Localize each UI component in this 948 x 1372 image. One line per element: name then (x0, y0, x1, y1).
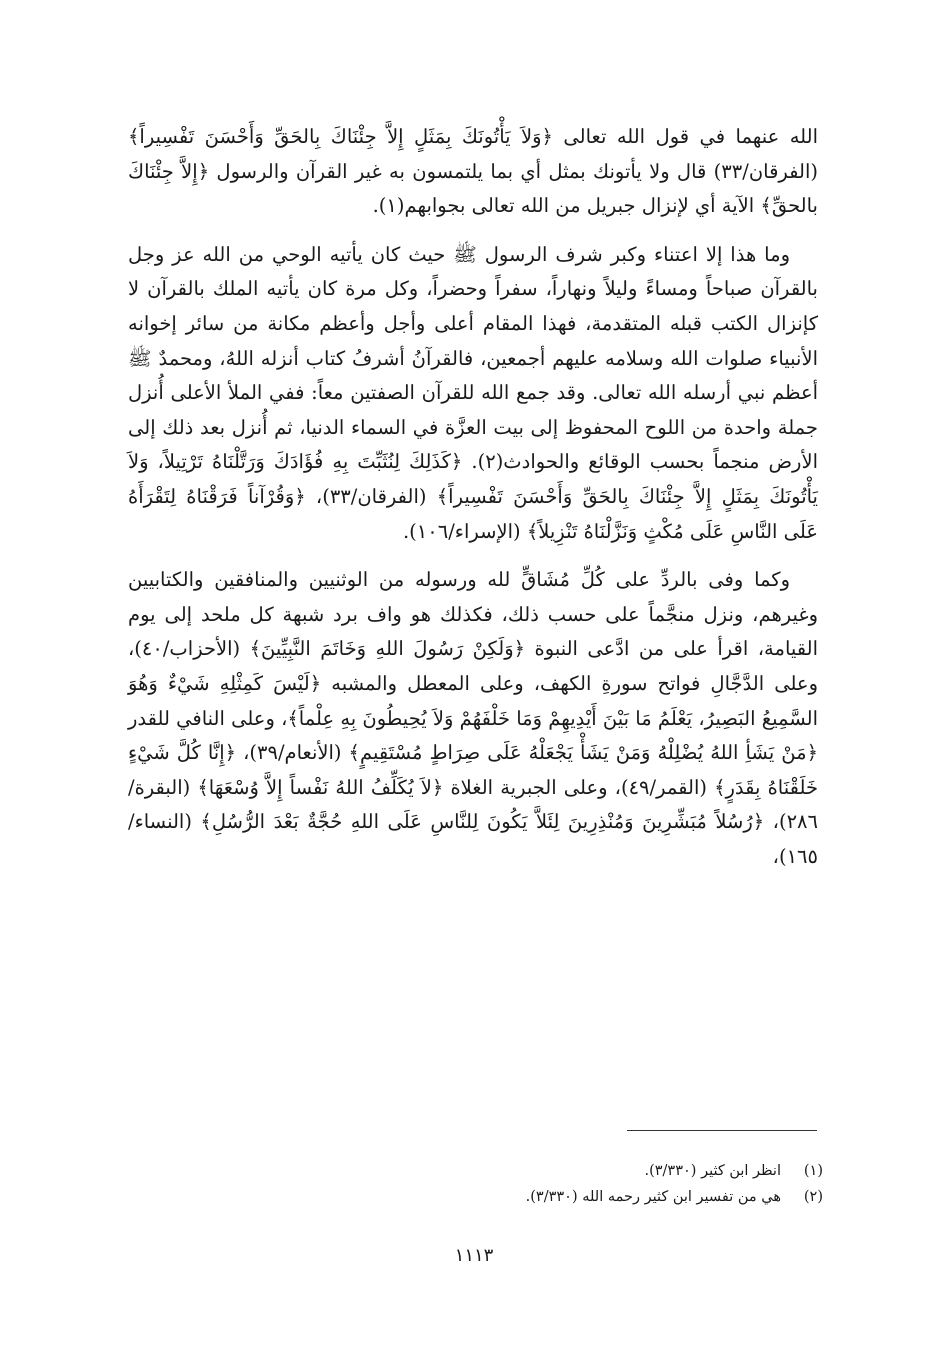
page-number: ١١١٣ (454, 1245, 494, 1266)
footnote-separator (627, 1130, 817, 1131)
footnote-text: هي من تفسير ابن كثير رحمه الله (٣/٣٣٠). (525, 1189, 781, 1205)
paragraph-2-text: وما هذا إلا اعتناء وكبر شرف الرسول ﷺ حيث كان يأتيه الوحي من الله عز وجل بالقرآن صباحاً ومساءً وليلاً ونهاراً، سفراً وحضراً، وكل مرة كان يأتيه الملك بالقرآن لا كإنزال الكتب قبله المتقدمة، فهذا المقام أعلى وأجل وأعظم مكانة من سائر إخوانه الأنبياء صلوات الله وسلامه عليهم أجمعين، فالقرآنُ أشرفُ كتاب أنزله اللهُ، ومحمدٌ ﷺ أعظم نبي أرسله الله تعالى. وقد جمع الله للقرآن الصفتين معاً: ففي الملأ الأعلى أُنزل جملة واحدة من اللوح المحفوظ إلى بيت العزَّة في السماء الدنيا، ثم أُنزل بعد ذلك إلى الأرض منجماً بحسب الوقائع والحوادث(٢). ﴿كَذَلِكَ لِنُثَبِّتَ بِهِ فُؤَادَكَ وَرَتَّلْنَاهُ تَرْتِيلاً، وَلاَ يَأْتُونَكَ بِمَثَلٍ إِلاَّ جِئْنَاكَ بِالحَقِّ وَأَحْسَنَ تَفْسِيراً﴾ (الفرقان/٣٣)، ﴿وَقُرْآناً فَرَقْنَاهُ لِتَقْرَأَهُ عَلَى النَّاسِ عَلَى مُكْثٍ وَنَزَّلْنَاهُ تَنْزِيلاً﴾ (الإسراء/١٠٦). (128, 242, 818, 543)
footnote-number: (١) (803, 1163, 823, 1179)
paragraph-3 (128, 563, 818, 874)
body-text (128, 120, 818, 888)
paragraph-1: الله عنهما في قول الله تعالى ﴿وَلاَ يَأْتُونَكَ بِمَثَلٍ إِلاَّ جِئْنَاكَ بِالحَقِّ وَأَحْسَنَ تَفْسِيراً﴾ (الفرقان/٣٣) قال ولا يأتونك بمثل أي بما يلتمسون به غير القرآن والرسول ﴿إِلاَّ جِئْنَاكَ بالحقِّ﴾ الآية أي لإنزال جبريل من الله تعالى بجوابهم(١). (128, 125, 818, 218)
paragraph-3-text: وكما وفى بالردِّ على كُلِّ مُشَاقٍّ لله ورسوله من الوثنيين والمنافقين والكتابيين وغيرهم، ونزل منجَّماً على حسب ذلك، فكذلك هو واف برد شبهة كل ملحد إلى يوم القيامة، اقرأ على من ادَّعى النبوة ﴿وَلَكِنْ رَسُولَ اللهِ وَخَاتَمَ النَّبِيِّينَ﴾ (الأحزاب/٤٠)، وعلى الدَّجَّالِ فواتح سورةِ الكهف، وعلى المعطل والمشبه ﴿لَيْسَ كَمِثْلِهِ شَيْءٌ وَهُوَ السَّمِيعُ البَصِيرُ، يَعْلَمُ مَا بَيْنَ أَيْدِيهِمْ وَمَا خَلْفَهُمْ وَلاَ يُحِيطُونَ بِهِ عِلْماً﴾، وعلى النافي للقدر ﴿مَنْ يَشَأِ اللهُ يُضْلِلْهُ وَمَنْ يَشَأْ يَجْعَلْهُ عَلَى صِرَاطٍ مُسْتَقِيمٍ﴾ (الأنعام/٣٩)، ﴿إِنَّا كُلَّ شَيْءٍ خَلَقْنَاهُ بِقَدَرٍ﴾ (القمر/٤٩)، وعلى الجبرية الغلاة ﴿لاَ يُكَلِّفُ اللهُ نَفْساً إِلاَّ وُسْعَهَا﴾ (البقرة/٢٨٦)، ﴿رُسُلاً مُبَشِّرِينَ وَمُنْذِرِينَ لِئَلاَّ يَكُونَ لِلنَّاسِ عَلَى اللهِ حُجَّةٌ بَعْدَ الرُّسُلِ﴾ (النساء/١٦٥)، (128, 568, 818, 868)
paragraph-2 (128, 238, 818, 549)
footnotes (133, 1158, 823, 1210)
footnote-1 (133, 1158, 823, 1184)
footnote-text: انظر ابن كثير (٣/٣٣٠). (644, 1163, 781, 1179)
footnote-number: (٢) (803, 1189, 823, 1205)
footnote-2 (133, 1184, 823, 1210)
